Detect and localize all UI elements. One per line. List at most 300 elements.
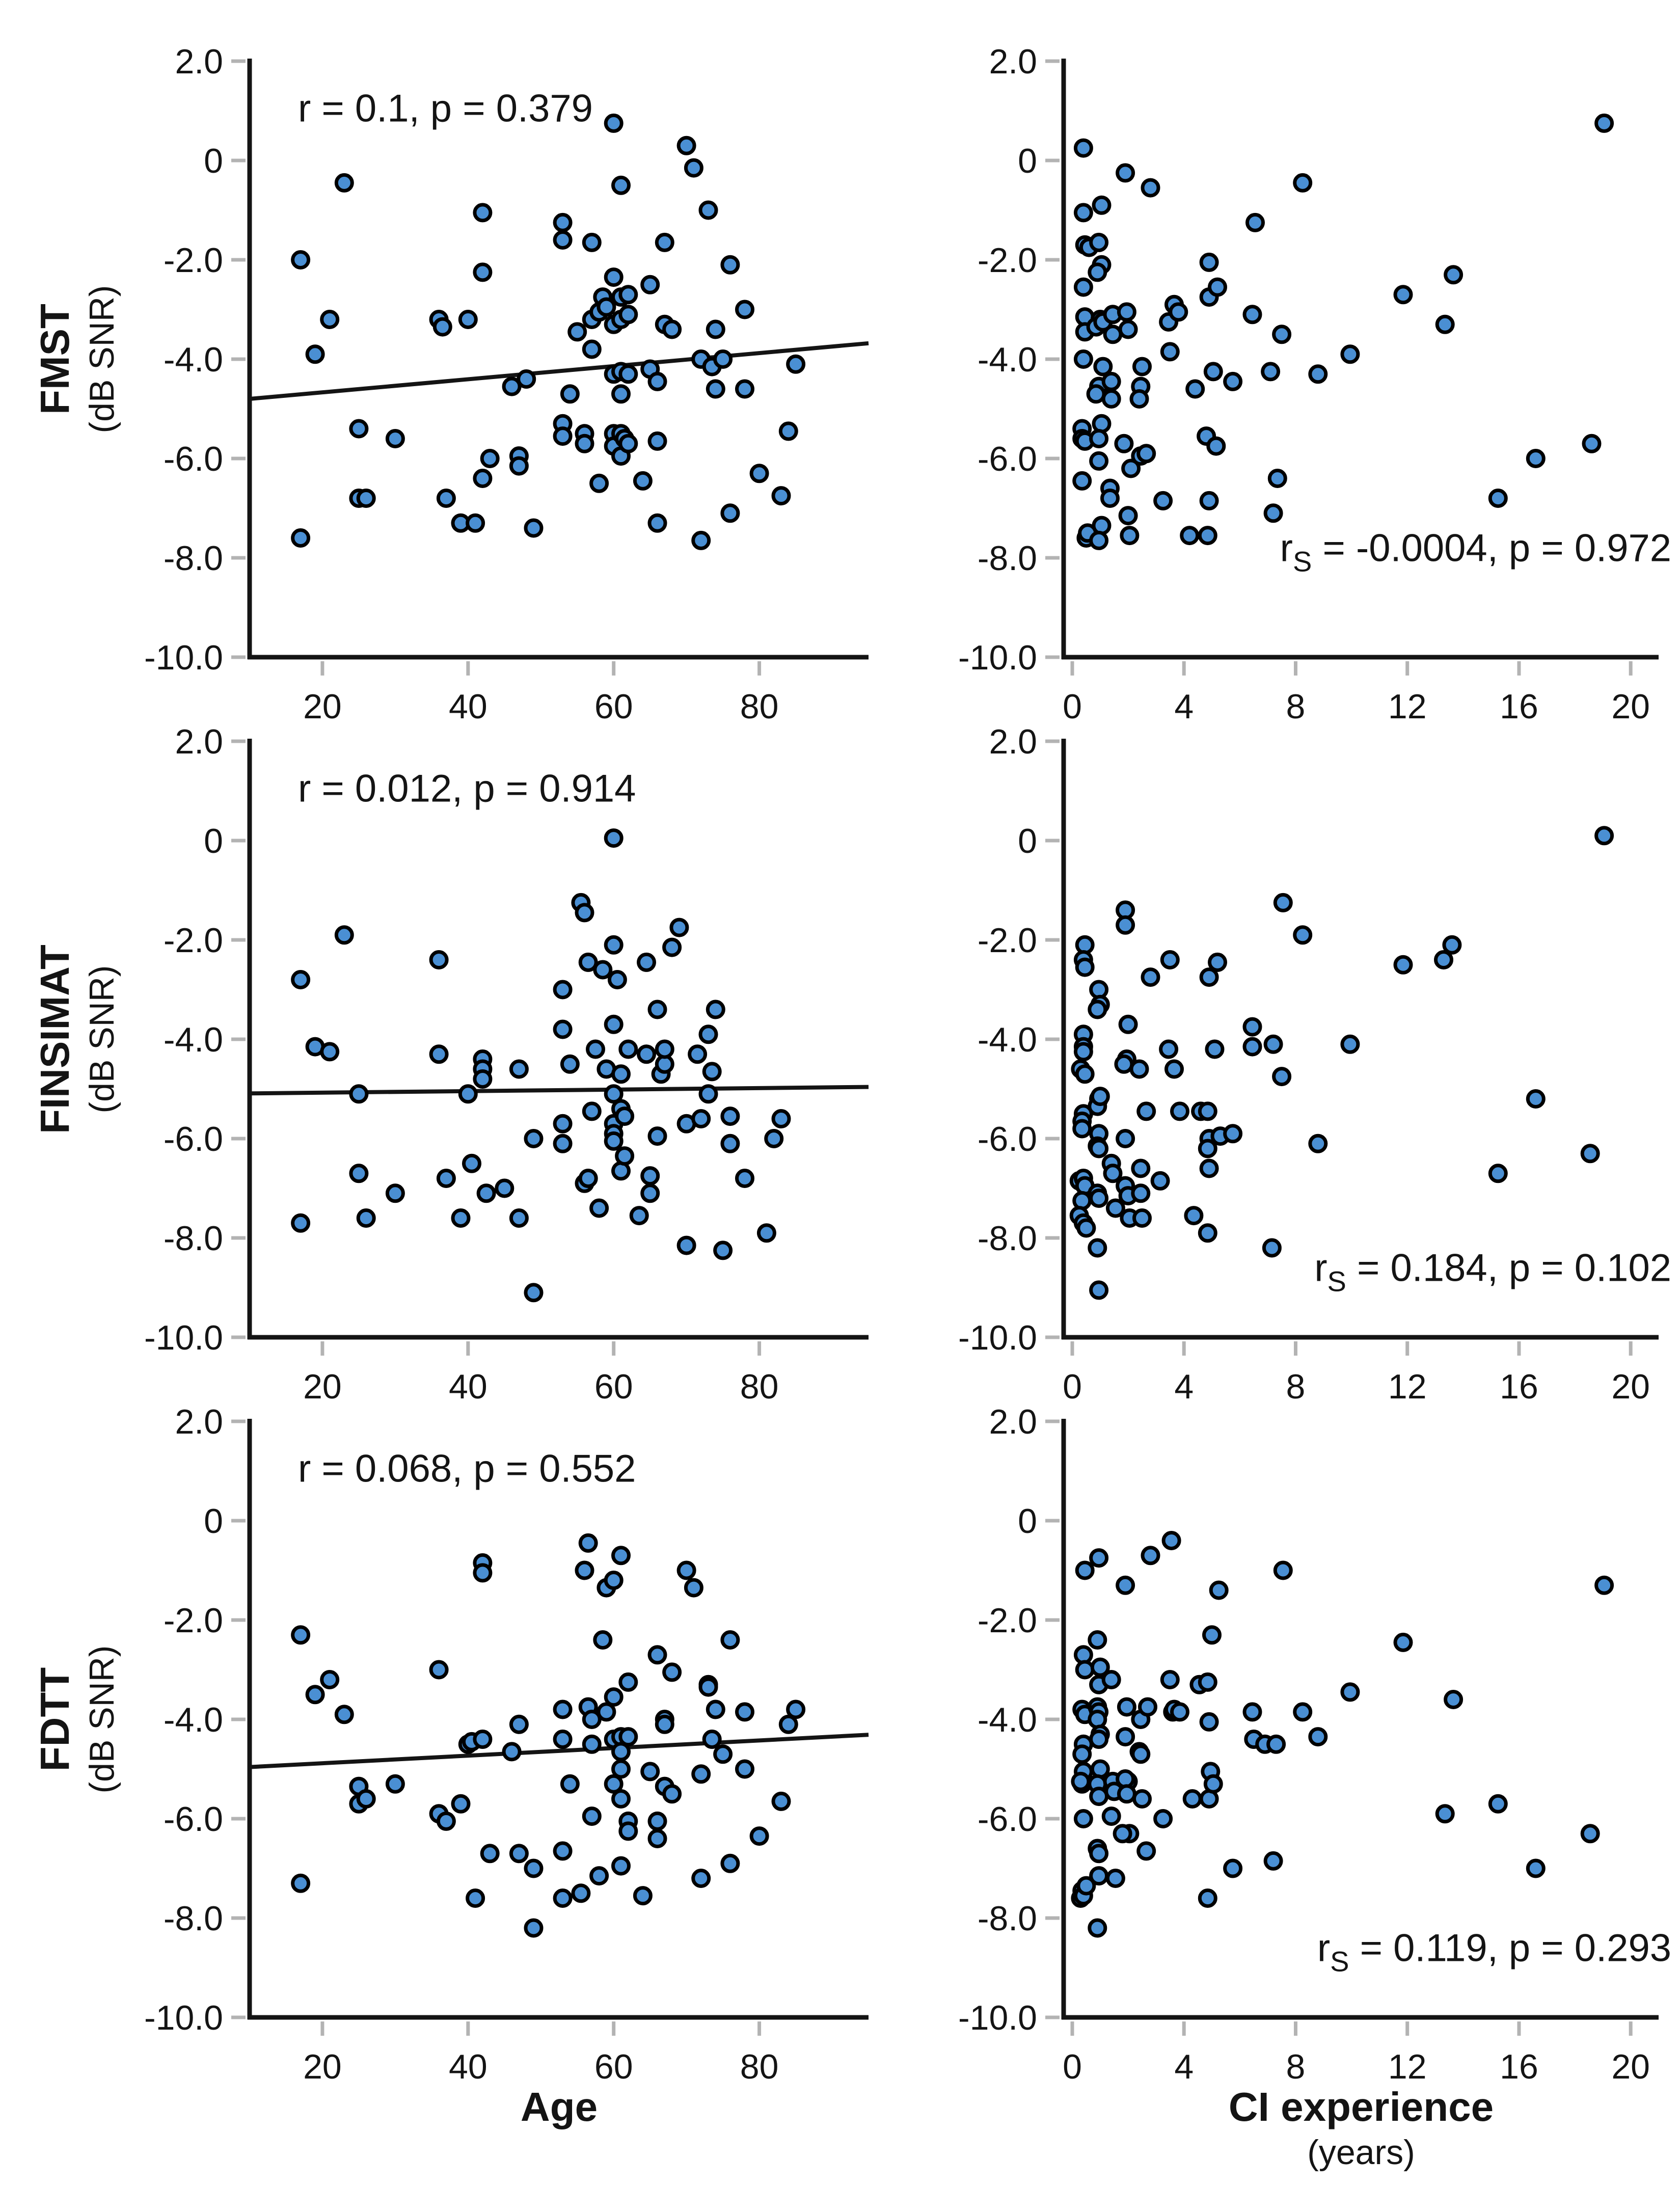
data-point [1131,1061,1147,1077]
data-point [1074,473,1090,489]
data-point [635,1888,651,1904]
stats-annotation-subscript: S [1330,1945,1349,1978]
data-point [307,346,323,362]
data-point [649,1002,665,1017]
data-point [708,1702,723,1717]
data-point [1225,373,1241,389]
data-point [435,319,450,335]
data-point [1265,1853,1281,1869]
data-point [1244,1039,1260,1055]
data-point [737,1761,753,1777]
data-point [1091,1846,1107,1862]
data-point [555,982,571,997]
data-point [351,1166,367,1181]
data-point [1091,1732,1107,1747]
data-point [693,1111,709,1127]
data-point [1275,1562,1291,1578]
x-tick-label: 0 [1063,1367,1082,1406]
data-point [1073,1773,1089,1789]
data-point [1120,508,1136,524]
data-point [1116,436,1132,451]
x-tick-label: 0 [1063,687,1082,726]
data-point [1274,327,1290,342]
data-point [555,1843,571,1859]
data-point [1596,1577,1612,1593]
data-point [1310,366,1326,382]
data-point [519,371,534,387]
data-point [584,1103,600,1119]
data-point [1120,1016,1136,1032]
x-axis-title-age-text: Age [520,2084,598,2129]
stats-annotation-subscript: S [1292,545,1312,578]
data-point [1143,180,1158,196]
data-point [737,381,753,397]
data-point [555,1021,571,1037]
data-point [620,1729,636,1745]
data-point [555,1732,571,1747]
data-point [1094,197,1109,213]
data-point [606,1689,621,1705]
data-point [1103,1672,1119,1688]
y-tick-label: -8.0 [163,1219,223,1258]
data-point [555,1136,571,1151]
data-point [1248,214,1263,230]
x-tick-label: 40 [449,1367,487,1406]
data-point [620,307,636,322]
data-point [504,1744,520,1760]
data-point [613,1066,629,1082]
data-point [1155,493,1171,508]
y-tick-label: -6.0 [163,1120,223,1158]
y-tick-label: -2.0 [163,241,223,280]
data-point [1075,1811,1091,1827]
data-point [1295,927,1311,943]
data-point [293,1627,309,1643]
stats-annotation-rest: = -0.0004, p = 0.972 [1312,526,1671,570]
data-point [639,1046,655,1062]
y-tick-label: -6.0 [163,1800,223,1839]
data-point [1091,1141,1107,1156]
data-point [1075,352,1091,367]
data-point [788,1702,804,1717]
y-tick-label: 0 [204,822,223,860]
data-point [1244,1019,1260,1035]
data-point [708,381,723,397]
data-point [591,1868,607,1884]
data-point [1184,1791,1200,1807]
data-point [1139,1843,1154,1859]
data-point [613,1858,629,1874]
data-point [555,1702,571,1717]
data-point [1131,391,1147,407]
data-point [475,205,491,221]
data-point [1182,528,1198,544]
data-point [1090,1632,1105,1648]
data-point [1155,1811,1171,1827]
data-point [649,1128,665,1144]
data-point [1268,1736,1284,1752]
y-tick-label: -10.0 [958,1999,1037,2037]
data-point [671,920,687,935]
data-point [606,1016,621,1032]
data-point [1263,364,1279,380]
data-point [1211,1582,1227,1598]
y-tick-label: -4.0 [163,340,223,379]
data-point [1204,1627,1220,1643]
y-tick-label: -10.0 [958,1318,1037,1357]
row-unit-fdtt: (dB SNR) [83,1645,121,1794]
data-point [657,1041,672,1057]
data-point [1490,491,1506,506]
data-point [1264,1240,1280,1256]
data-point [606,269,621,285]
data-point [649,1647,665,1663]
x-tick-label: 20 [303,1367,342,1406]
data-point [758,1225,774,1241]
data-point [555,428,571,444]
data-point [1269,471,1285,487]
data-point [438,491,454,506]
data-point [1436,952,1452,968]
data-point [700,1679,716,1695]
data-point [1134,359,1150,374]
x-tick-label: 16 [1500,687,1538,726]
row-label-fdtt: FDTT [32,1667,77,1772]
data-point [664,1664,680,1680]
data-point [577,436,592,451]
data-point [293,972,309,988]
data-point [708,321,723,337]
x-tick-label: 60 [594,1367,633,1406]
data-point [686,160,701,176]
data-point [460,1086,476,1102]
data-point [1187,381,1203,397]
data-point [1186,1208,1202,1224]
data-point [387,1185,403,1201]
data-point [511,1061,527,1077]
data-point [1201,1161,1217,1176]
data-point [599,299,614,315]
data-point [482,451,498,467]
data-point [1171,304,1186,320]
data-point [617,1148,633,1164]
x-axis-title-ci-experience [1064,2084,1659,2174]
data-point [1596,115,1612,131]
data-point [613,386,629,402]
data-point [1075,205,1091,221]
data-point [1090,1002,1105,1017]
y-tick-label: -2.0 [977,1601,1037,1640]
data-point [555,1891,571,1906]
data-point [1095,359,1111,374]
data-point [336,175,352,191]
x-tick-label: 0 [1063,2047,1082,2086]
y-tick-label: 2.0 [989,1402,1037,1441]
data-point [431,1662,447,1678]
data-point [1265,505,1281,521]
data-point [1310,1136,1326,1151]
data-point [722,1855,738,1871]
data-point [431,952,447,968]
data-point [1120,321,1136,337]
data-point [336,1707,352,1722]
data-point [737,1704,753,1720]
data-point [722,1136,738,1151]
y-tick-label: -8.0 [163,539,223,578]
x-tick-label: 20 [1611,2047,1650,2086]
data-point [773,488,789,504]
data-point [526,520,541,536]
data-point [1201,1714,1217,1730]
stats-annotation: r = 0.012, p = 0.914 [298,767,636,811]
data-point [1395,957,1411,973]
y-tick-label: 0 [1018,142,1037,180]
scatter-panel-fdtt-ci [958,1402,1671,2086]
data-point [453,1796,469,1812]
data-point [1225,1126,1241,1142]
data-point [1152,1173,1168,1189]
y-tick-label: -6.0 [977,1800,1037,1839]
data-point [1208,438,1224,454]
data-point [577,905,592,921]
data-point [453,1210,469,1226]
data-point [591,1200,607,1216]
data-point [1077,959,1093,975]
data-point [1342,346,1358,362]
data-point [751,1828,767,1844]
row-unit-fmst: (dB SNR) [83,285,121,434]
data-point [526,1920,541,1936]
data-point [464,1155,480,1171]
data-point [1161,1041,1177,1057]
data-point [708,1002,723,1017]
data-point [620,287,636,303]
data-point [700,202,716,218]
y-tick-label: 2.0 [989,42,1037,81]
y-tick-label: -6.0 [977,1120,1037,1158]
data-point [715,1746,731,1762]
data-point [1133,1185,1149,1201]
data-point [631,1208,647,1224]
data-point [722,257,738,273]
row-unit-finsimat: (dB SNR) [83,965,121,1114]
data-point [1210,954,1226,970]
y-tick-label: -2.0 [977,241,1037,280]
data-point [679,1562,694,1578]
data-point [322,1044,338,1060]
data-point [511,458,527,474]
data-point [526,1131,541,1147]
data-point [1162,952,1178,968]
y-tick-label: 0 [204,1502,223,1541]
data-point [1074,1193,1090,1208]
x-tick-label: 20 [303,687,342,726]
data-point [1274,1069,1290,1085]
data-point [1444,937,1460,953]
data-point [293,252,309,268]
data-point [1091,1550,1107,1566]
data-point [606,1133,621,1149]
data-point [1528,451,1543,467]
data-point [1133,1161,1149,1176]
regression-line [250,343,869,399]
data-point [704,1732,720,1747]
y-tick-label: 0 [1018,822,1037,860]
data-point [1446,267,1461,283]
data-point [1582,1826,1598,1842]
data-point [1107,1871,1123,1886]
x-axis-title-ci-line2: (years) [1307,2133,1415,2172]
x-tick-label: 40 [449,2047,487,2086]
data-point [1075,140,1091,156]
y-tick-label: -4.0 [977,340,1037,379]
y-axis-title-fmst [30,28,123,690]
data-point [1342,1684,1358,1700]
x-tick-label: 4 [1174,2047,1194,2086]
data-point [293,530,309,546]
x-tick-label: 16 [1500,1367,1538,1406]
data-point [475,264,491,280]
data-point [358,1210,374,1226]
data-point [1395,1634,1411,1650]
y-tick-label: 2.0 [989,722,1037,761]
data-point [580,1535,596,1551]
x-tick-label: 80 [740,2047,779,2086]
y-tick-label: 2.0 [175,722,223,761]
data-point [584,1809,600,1824]
data-point [475,1071,491,1087]
data-point [620,1823,636,1839]
data-point [1115,1826,1130,1842]
x-tick-label: 4 [1174,1367,1194,1406]
data-point [722,505,738,521]
data-point [780,423,796,439]
data-point [1295,1704,1311,1720]
data-point [1225,1860,1241,1876]
data-point [1090,1920,1105,1936]
data-point [1078,1220,1094,1236]
data-point [613,177,629,193]
data-point [584,341,600,357]
data-point [1090,264,1105,280]
data-point [1582,1146,1598,1162]
data-point [606,1573,621,1588]
data-point [580,1171,596,1186]
data-point [1105,1166,1121,1181]
data-point [1200,1225,1215,1241]
data-point [664,321,680,337]
row-label-finsimat: FINSIMAT [32,945,77,1134]
data-point [1091,1191,1107,1206]
data-point [1200,528,1215,544]
data-point [468,515,483,531]
data-point [1075,279,1091,295]
y-tick-label: -10.0 [144,1318,223,1357]
y-tick-label: -4.0 [977,1020,1037,1059]
data-point [1528,1860,1543,1876]
data-point [591,475,607,491]
data-point [562,1056,578,1072]
x-tick-label: 20 [1611,687,1650,726]
scatter-panel-finsimat-age [144,722,869,1406]
data-point [1103,1809,1119,1824]
data-point [642,1168,658,1184]
data-point [1342,1036,1358,1052]
y-axis-title-fdtt [30,1388,123,2051]
data-point [588,1041,604,1057]
data-point [704,1064,720,1080]
data-point [686,1580,701,1596]
data-point [620,436,636,451]
data-point [1201,493,1217,508]
y-tick-label: -2.0 [163,1601,223,1640]
data-point [1172,1103,1188,1119]
data-point [577,1562,592,1578]
data-point [649,515,665,531]
data-point [1490,1166,1506,1181]
scatter-panel-fmst-ci [958,42,1671,726]
stats-annotation: $r_S = -0.0004$, p = 0.972 [1280,526,1671,578]
data-point [1437,316,1453,332]
data-point [1205,364,1221,380]
x-axis-title-ci-line1: CI experience [1228,2084,1494,2129]
data-point [1091,453,1107,469]
scatter-panel-fdtt-age [144,1402,869,2086]
x-tick-label: 12 [1388,1367,1427,1406]
data-point [1244,307,1260,322]
data-point [1103,373,1119,389]
data-point [468,1891,483,1906]
data-point [358,491,374,506]
data-point [497,1180,512,1196]
x-tick-label: 12 [1388,2047,1427,2086]
y-tick-label: -6.0 [977,440,1037,478]
x-tick-label: 40 [449,687,487,726]
data-point [475,1732,491,1747]
data-point [562,1776,578,1792]
data-point [613,1761,629,1777]
y-tick-label: -10.0 [144,1999,223,2037]
data-point [1103,391,1119,407]
data-point [562,386,578,402]
data-point [1074,1121,1090,1137]
y-axis-title-finsimat [30,708,123,1370]
y-tick-label: -2.0 [977,921,1037,960]
stats-annotation: $r_S = 0.119$, p = 0.293 [1317,1926,1671,1978]
stats-annotation-rest: = 0.184, p = 0.102 [1346,1246,1671,1290]
data-point [1118,1577,1133,1593]
data-point [1140,1699,1156,1715]
stats-annotation-subscript: S [1327,1265,1346,1298]
data-point [715,1243,731,1258]
data-point [475,1565,491,1581]
y-tick-label: 2.0 [175,1402,223,1441]
data-point [584,234,600,250]
data-point [1200,1141,1215,1156]
data-point [555,232,571,248]
data-point [1143,1548,1158,1563]
y-tick-label: 0 [204,142,223,180]
data-point [1090,1712,1105,1728]
data-point [438,1171,454,1186]
data-point [1077,1066,1093,1082]
data-point [642,277,658,292]
data-point [1596,828,1612,844]
data-point [1163,1533,1179,1549]
x-tick-label: 20 [1611,1367,1650,1406]
data-point [511,1716,527,1732]
data-point [1395,287,1411,303]
